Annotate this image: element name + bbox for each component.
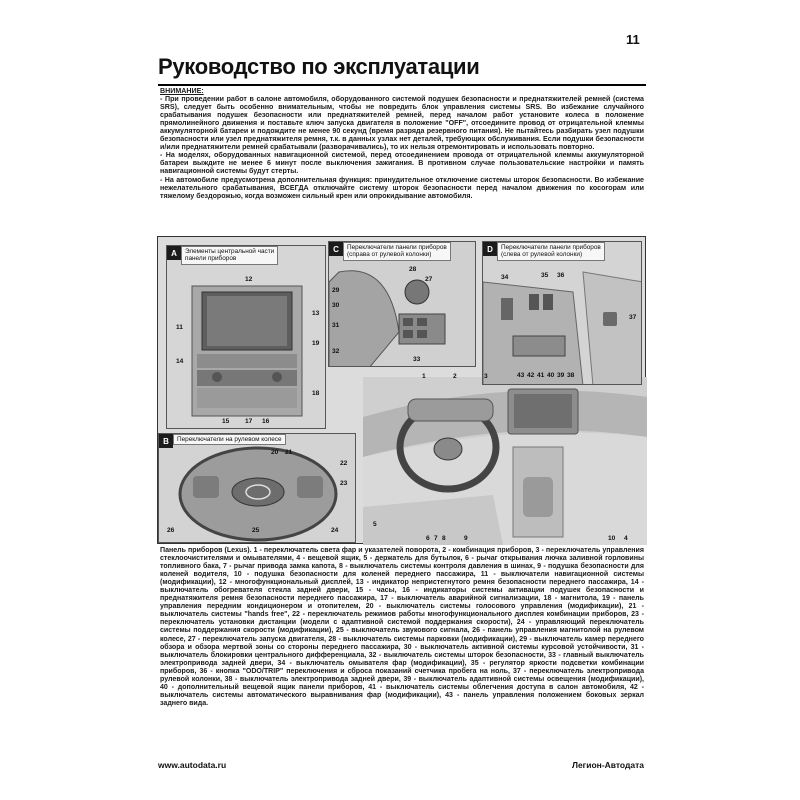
panel-c-letter: C	[329, 242, 343, 256]
callout: 20	[271, 449, 279, 456]
callout: 16	[262, 418, 270, 425]
callout: 23	[340, 480, 348, 487]
callout: 25	[252, 527, 260, 534]
panel-c-header	[329, 242, 451, 261]
panel-d-caption	[497, 242, 605, 261]
callout: 13	[312, 310, 320, 317]
warning-paragraph: - При проведении работ в салоне автомобиля, оборудованного системой подушек безопасности и преднатяжителей ремней (система SRS), следует быть особенно внимательным, чтобы не повредить блок управления системы SRS. Во избежание случайного срабатывания подушек безопасности или преднатяжителей ремней, перед началом работ установите колеса в положение прямолинейного движения и поставьте ключ запуска двигателя в положение "OFF", отсоедините провод от отрицательной клеммы аккумуляторной батареи и подождите не менее 90 секунд (время разряда резервного питания). Не пытайтесь разбирать узел подушки безопасности или узел преднатяжителя ремня, т.к. в данных узлах нет деталей, требующих обслуживания. Если подушки безопасности и/или преднатяжители ремней срабатывали (разворачивались), то их нельзя отремонтировать и использовать повторно.	[160, 95, 644, 152]
panel-d-left-switches	[482, 241, 642, 385]
panel-a-center-console	[166, 245, 326, 429]
callout: 6	[426, 535, 430, 542]
callout: 36	[557, 272, 565, 279]
warning-block	[160, 87, 644, 200]
panel-c-caption	[343, 242, 451, 261]
callout: 19	[312, 340, 320, 347]
caption-line: панели приборов	[185, 255, 237, 263]
callout: 32	[332, 348, 340, 355]
callout: 15	[222, 418, 230, 425]
caption-line: Переключатели панели приборов	[501, 244, 601, 251]
dashboard-figure	[157, 236, 646, 544]
callout: 37	[629, 314, 637, 321]
caption-line: (слева от рулевой колонки)	[501, 251, 583, 259]
callout: 3	[484, 373, 488, 380]
panel-a-letter: A	[167, 246, 181, 260]
callout: 30	[332, 302, 340, 309]
caption-line: Переключатели панели приборов	[347, 244, 447, 251]
callout: 17	[245, 418, 253, 425]
callout: 9	[464, 535, 468, 542]
title-underline	[158, 84, 646, 86]
panel-a-caption	[181, 246, 278, 265]
footer-publisher: Легион-Автодата	[571, 760, 644, 770]
callout: 43	[517, 372, 525, 379]
callout: 39	[557, 372, 565, 379]
left-switches-photo	[483, 242, 642, 385]
panel-d-letter: D	[483, 242, 497, 256]
footer-website: www.autodata.ru	[158, 760, 227, 770]
panel-b-letter: B	[159, 434, 173, 448]
panel-c-right-switches	[328, 241, 476, 367]
callout: 8	[442, 535, 446, 542]
callout: 2	[453, 373, 457, 380]
callout: 29	[332, 287, 340, 294]
warning-paragraph: - На автомобиле предусмотрена дополнительная функция: принудительное отключение системы шторок безопасности. Во избежание нежелательного срабатывания, ВСЕГДА отключайте систему шторок безопасности перед началом движения по косогорам или тяжелому бездорожью, когда возможен сильный крен или опрокидывание автомобиля.	[160, 175, 644, 200]
callout: 1	[422, 373, 426, 380]
callout: 41	[537, 372, 545, 379]
callout: 33	[413, 356, 421, 363]
callout: 22	[340, 460, 348, 467]
caption-line: Переключатели на рулевом колесе	[177, 436, 282, 443]
callout: 31	[332, 322, 340, 329]
panel-d-header	[483, 242, 605, 261]
warning-paragraph: - На моделях, оборудованных навигационной системой, перед отсоединением провода от отрицательной клеммы аккумуляторной батареи выждите не менее 6 минут после выключения зажигания. В противном случае пользовательские настройки и память навигационной системы будут стерты.	[160, 151, 644, 176]
warning-heading: ВНИМАНИЕ:	[160, 87, 204, 95]
callout: 35	[541, 272, 549, 279]
callout: 14	[176, 358, 184, 365]
panel-b-header	[159, 434, 286, 448]
panel-b-steering-wheel	[158, 433, 356, 543]
callout: 10	[608, 535, 616, 542]
callout: 12	[245, 276, 253, 283]
callout: 28	[409, 266, 417, 273]
dashboard-main-photo	[363, 377, 647, 545]
callout: 4	[624, 535, 628, 542]
callout: 34	[501, 274, 509, 281]
callout: 11	[176, 324, 183, 331]
panel-b-caption	[173, 434, 286, 445]
callout: 24	[331, 527, 339, 534]
page-number: 11	[626, 32, 640, 47]
callout: 38	[567, 372, 575, 379]
caption-line: (справа от рулевой колонки)	[347, 251, 432, 259]
callout: 7	[434, 535, 438, 542]
callout: 40	[547, 372, 555, 379]
caption-line: Элементы центральной части	[185, 248, 275, 255]
callout: 27	[425, 276, 433, 283]
figure-legend: Панель приборов (Lexus). 1 - переключатель света фар и указателей поворота, 2 - комбинация приборов, 3 - переключатель управления стеклоочистителями и омывателями, 4 - вещевой ящик, 5 - держатель для бутылок, 6 - рычаг открывания лючка заливной горловины топливного бака, 7 - рычаг привода замка капота, 8 - выключатель системы контроля давления в шинах, 9 - подушка безопасности для коленей водителя, 10 - подушка безопасности для коленей переднего пассажира, 11 - выключатели навигационной системы (модификации), 12 - многофункциональный дисплей, 13 - индикатор непристегнутого ремня безопасности переднего пассажира, 14 - выключатель обогревателя стекла задней двери, 15 - часы, 16 - индикаторы системы активации подушек безопасности и преднатяжителя ремня безопасности переднего пассажира, 17 - выключатель аварийной сигнализации, 18 - магнитола, 19 - панель управления передним кондиционером и отопителем, 20 - выключатель системы голосового управления (модификации), 21 - выключатель системы "hands free", 22 - переключатель режимов работы многофункционального дисплея комбинации приборов, 23 - переключатель установки дистанции (модели с адаптивной системой поддержания скорости), 24 - управляющий переключатель системы поддержания скорости (модификации), 25 - выключатель звукового сигнала, 26 - панель управления магнитолой на рулевом колесе, 27 - переключатель запуска двигателя, 28 - выключатель системы парковки (модификации), 29 - выключатель камер переднего обзора и обзора мертвой зоны со стороны переднего пассажира, 30 - выключатель активной системы курсовой устойчивости, 31 - выключатель блокировки центрального дифференциала, 32 - выключатель системы шторок безопасности, 33 - главный выключатель электропривода задней двери, 34 - выключатель омывателя фар (модификации), 35 - регулятор яркости подсветки комбинации приборов, 36 - кнопка "ODO/TRIP" переключения и сброса показаний счетчика пробега на ноль, 37 - переключатель электропривода рулевой колонки, 38 - выключатель электропривода задней двери, 39 - выключатель адаптивной системы освещения (модификации), 40 - дополнительный вещевой ящик панели приборов, 41 - выключатель системы облегчения доступа в салон автомобиля, 42 - выключатель системы автоматического выравнивания фар (модификации), 43 - панель управления положением боковых зеркал заднего вида.	[160, 547, 644, 707]
center-console-photo	[167, 246, 326, 429]
panel-a-header	[167, 246, 278, 265]
callout: 5	[373, 521, 377, 528]
callout: 21	[285, 449, 293, 456]
callout: 18	[312, 390, 320, 397]
callout: 26	[167, 527, 175, 534]
callout: 42	[527, 372, 535, 379]
page-title: Руководство по эксплуатации	[158, 54, 480, 79]
